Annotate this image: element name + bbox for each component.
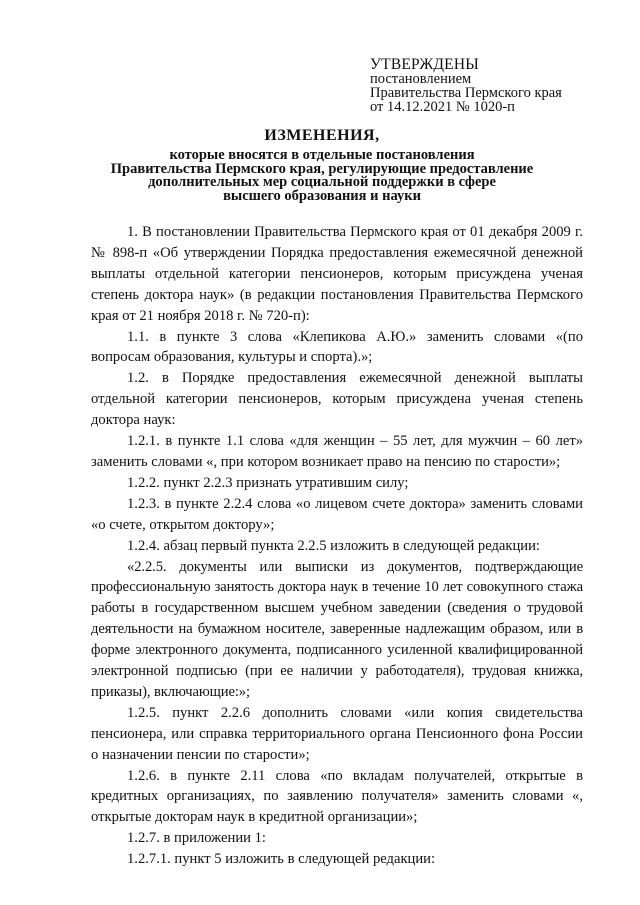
paragraph-1-2-6: 1.2.6. в пункте 2.11 слова «по вкладам получателей, открытые в кредитных организациях, по заявлению получателя» заменить словами «, открытые докторам наук в кредитной организации»; [91, 767, 583, 826]
paragraph-1-2-7-1: 1.2.7.1. пункт 5 изложить в следующей редакции: [127, 851, 436, 868]
paragraph-1-2-7: 1.2.7. в приложении 1: [127, 830, 266, 847]
subtitle-line: Правительства Пермского края, регулирующие предоставление [110, 160, 534, 177]
paragraph-1-2-1: 1.2.1. в пункте 1.1 слова «для женщин – 55 лет, для мужчин – 60 лет» заменить словами «, при котором возникает право на пенсию по старости»; [91, 433, 583, 470]
approval-stamp-block [370, 58, 562, 114]
paragraph-1-2: 1.2. в Порядке предоставления ежемесячной денежной выплаты отдельной категории пенсионеров, которым присуждена ученая степень доктора наук: [91, 370, 583, 429]
paragraph-1-1: 1.1. в пункте 3 слова «Клепикова А.Ю.» заменить словами «(по вопросам образования, культуры и спорта).»; [91, 328, 583, 366]
paragraph-1-2-2: 1.2.2. пункт 2.2.3 признать утратившим силу; [127, 474, 409, 491]
approval-decree-line: постановлением [370, 71, 472, 87]
approval-date-number: от 14.12.2021 № 1020-п [370, 99, 515, 115]
paragraph-1-2-4: 1.2.4. абзац первый пункта 2.2.5 изложить в следующей редакции: [127, 537, 540, 554]
subtitle-line: высшего образования и науки [223, 187, 421, 204]
paragraph-1-2-5: 1.2.5. пункт 2.2.6 дополнить словами «или копия свидетельства пенсионера, или справка территориального органа Пенсионного фона России о назначении пенсии по старости»; [91, 704, 583, 763]
document-title: ИЗМЕНЕНИЯ, [264, 127, 380, 144]
document-subtitle [92, 149, 552, 203]
subtitle-line: дополнительных мер социальной поддержки в сфере [148, 174, 496, 190]
paragraph-2-2-5-quote: «2.2.5. документы или выписки из документов, подтверждающие профессиональную занятость доктора наук в течение 10 лет совокупного стажа работы в государственном высшем учебном заведении (сведения о трудовой деятельности на бумажном носителе, заверенные надлежащим образом, или в форме электронного документа, подписанного усиленной квалифицированной электронной подписью (при ее наличии у работодателя), трудовая книжка, приказы), включающие:»; [91, 558, 583, 700]
document-body [91, 222, 583, 870]
approval-label: УТВЕРЖДЕНЫ [370, 56, 479, 73]
approval-government-line: Правительства Пермского края [370, 85, 562, 101]
subtitle-line: которые вносятся в отдельные постановления [169, 147, 475, 163]
paragraph-1-2-3: 1.2.3. в пункте 2.2.4 слова «о лицевом счете доктора» заменить словами «о счете, открытом доктору»; [91, 495, 583, 533]
paragraph-1: 1. В постановлении Правительства Пермского края от 01 декабря 2009 г. № 898-п «Об утверждении Порядка предоставления ежемесячной денежной выплаты отдельной категории пенсионеров, которым присуждена ученая степень доктора наук» (в редакции постановления Правительства Пермского края от 21 ноября 2018 г. № 720-п): [91, 224, 583, 324]
